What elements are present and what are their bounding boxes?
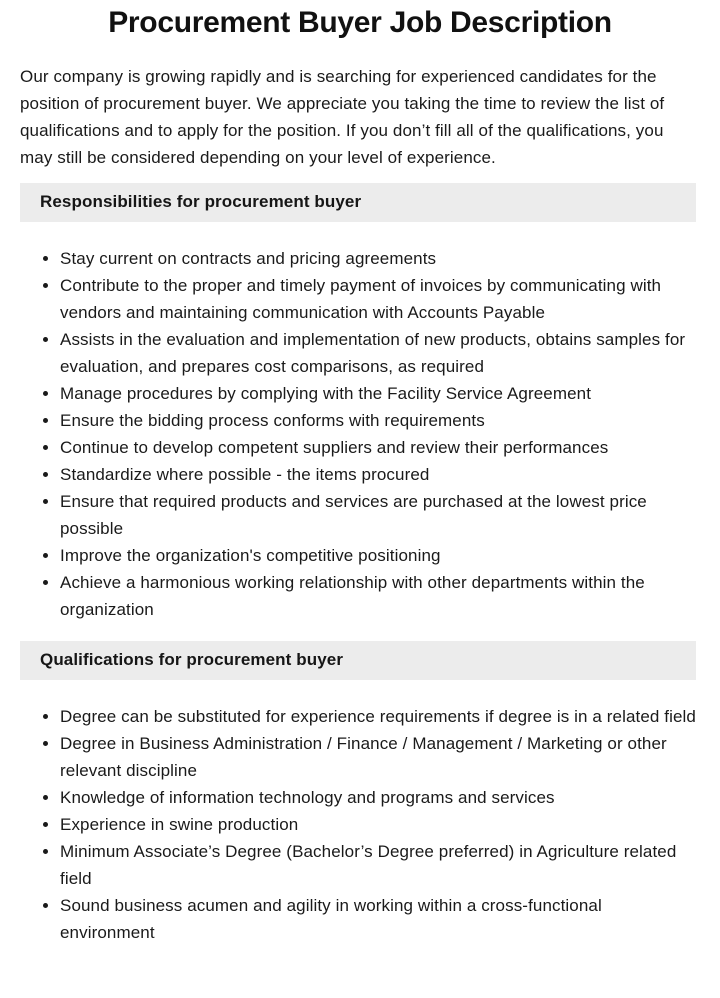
list-item: Stay current on contracts and pricing agreements <box>20 245 696 272</box>
list-item: Contribute to the proper and timely payment of invoices by communicating with vendors and maintaining communication with Accounts Payable <box>20 272 696 326</box>
list-item: Assists in the evaluation and implementation of new products, obtains samples for evaluation, and prepares cost comparisons, as required <box>20 326 696 380</box>
list-item: Knowledge of information technology and programs and services <box>20 784 696 811</box>
section-responsibilities <box>0 183 720 623</box>
qualifications-heading: Qualifications for procurement buyer <box>20 641 696 680</box>
list-item: Degree can be substituted for experience requirements if degree is in a related field <box>20 703 696 730</box>
qualifications-list <box>20 703 696 946</box>
responsibilities-list <box>20 245 696 623</box>
list-item: Minimum Associate’s Degree (Bachelor’s Degree preferred) in Agriculture related field <box>20 838 696 892</box>
intro-paragraph: Our company is growing rapidly and is searching for experienced candidates for the position of procurement buyer. We appreciate you taking the time to review the list of qualifications and to apply for the position. If you don’t fill all of the qualifications, you may still be considered depending on your level of experience. <box>20 67 665 167</box>
list-item: Sound business acumen and agility in working within a cross-functional environment <box>20 892 696 946</box>
list-item: Improve the organization's competitive positioning <box>20 542 696 569</box>
page-title: Procurement Buyer Job Description <box>108 6 612 39</box>
list-item: Degree in Business Administration / Finance / Management / Marketing or other relevant discipline <box>20 730 696 784</box>
section-qualifications <box>0 641 720 946</box>
list-item: Standardize where possible - the items procured <box>20 461 696 488</box>
responsibilities-heading: Responsibilities for procurement buyer <box>20 183 696 222</box>
list-item: Continue to develop competent suppliers and review their performances <box>20 434 696 461</box>
list-item: Ensure that required products and services are purchased at the lowest price possible <box>20 488 696 542</box>
list-item: Achieve a harmonious working relationship with other departments within the organization <box>20 569 696 623</box>
list-item: Ensure the bidding process conforms with requirements <box>20 407 696 434</box>
list-item: Experience in swine production <box>20 811 696 838</box>
list-item: Manage procedures by complying with the Facility Service Agreement <box>20 380 696 407</box>
